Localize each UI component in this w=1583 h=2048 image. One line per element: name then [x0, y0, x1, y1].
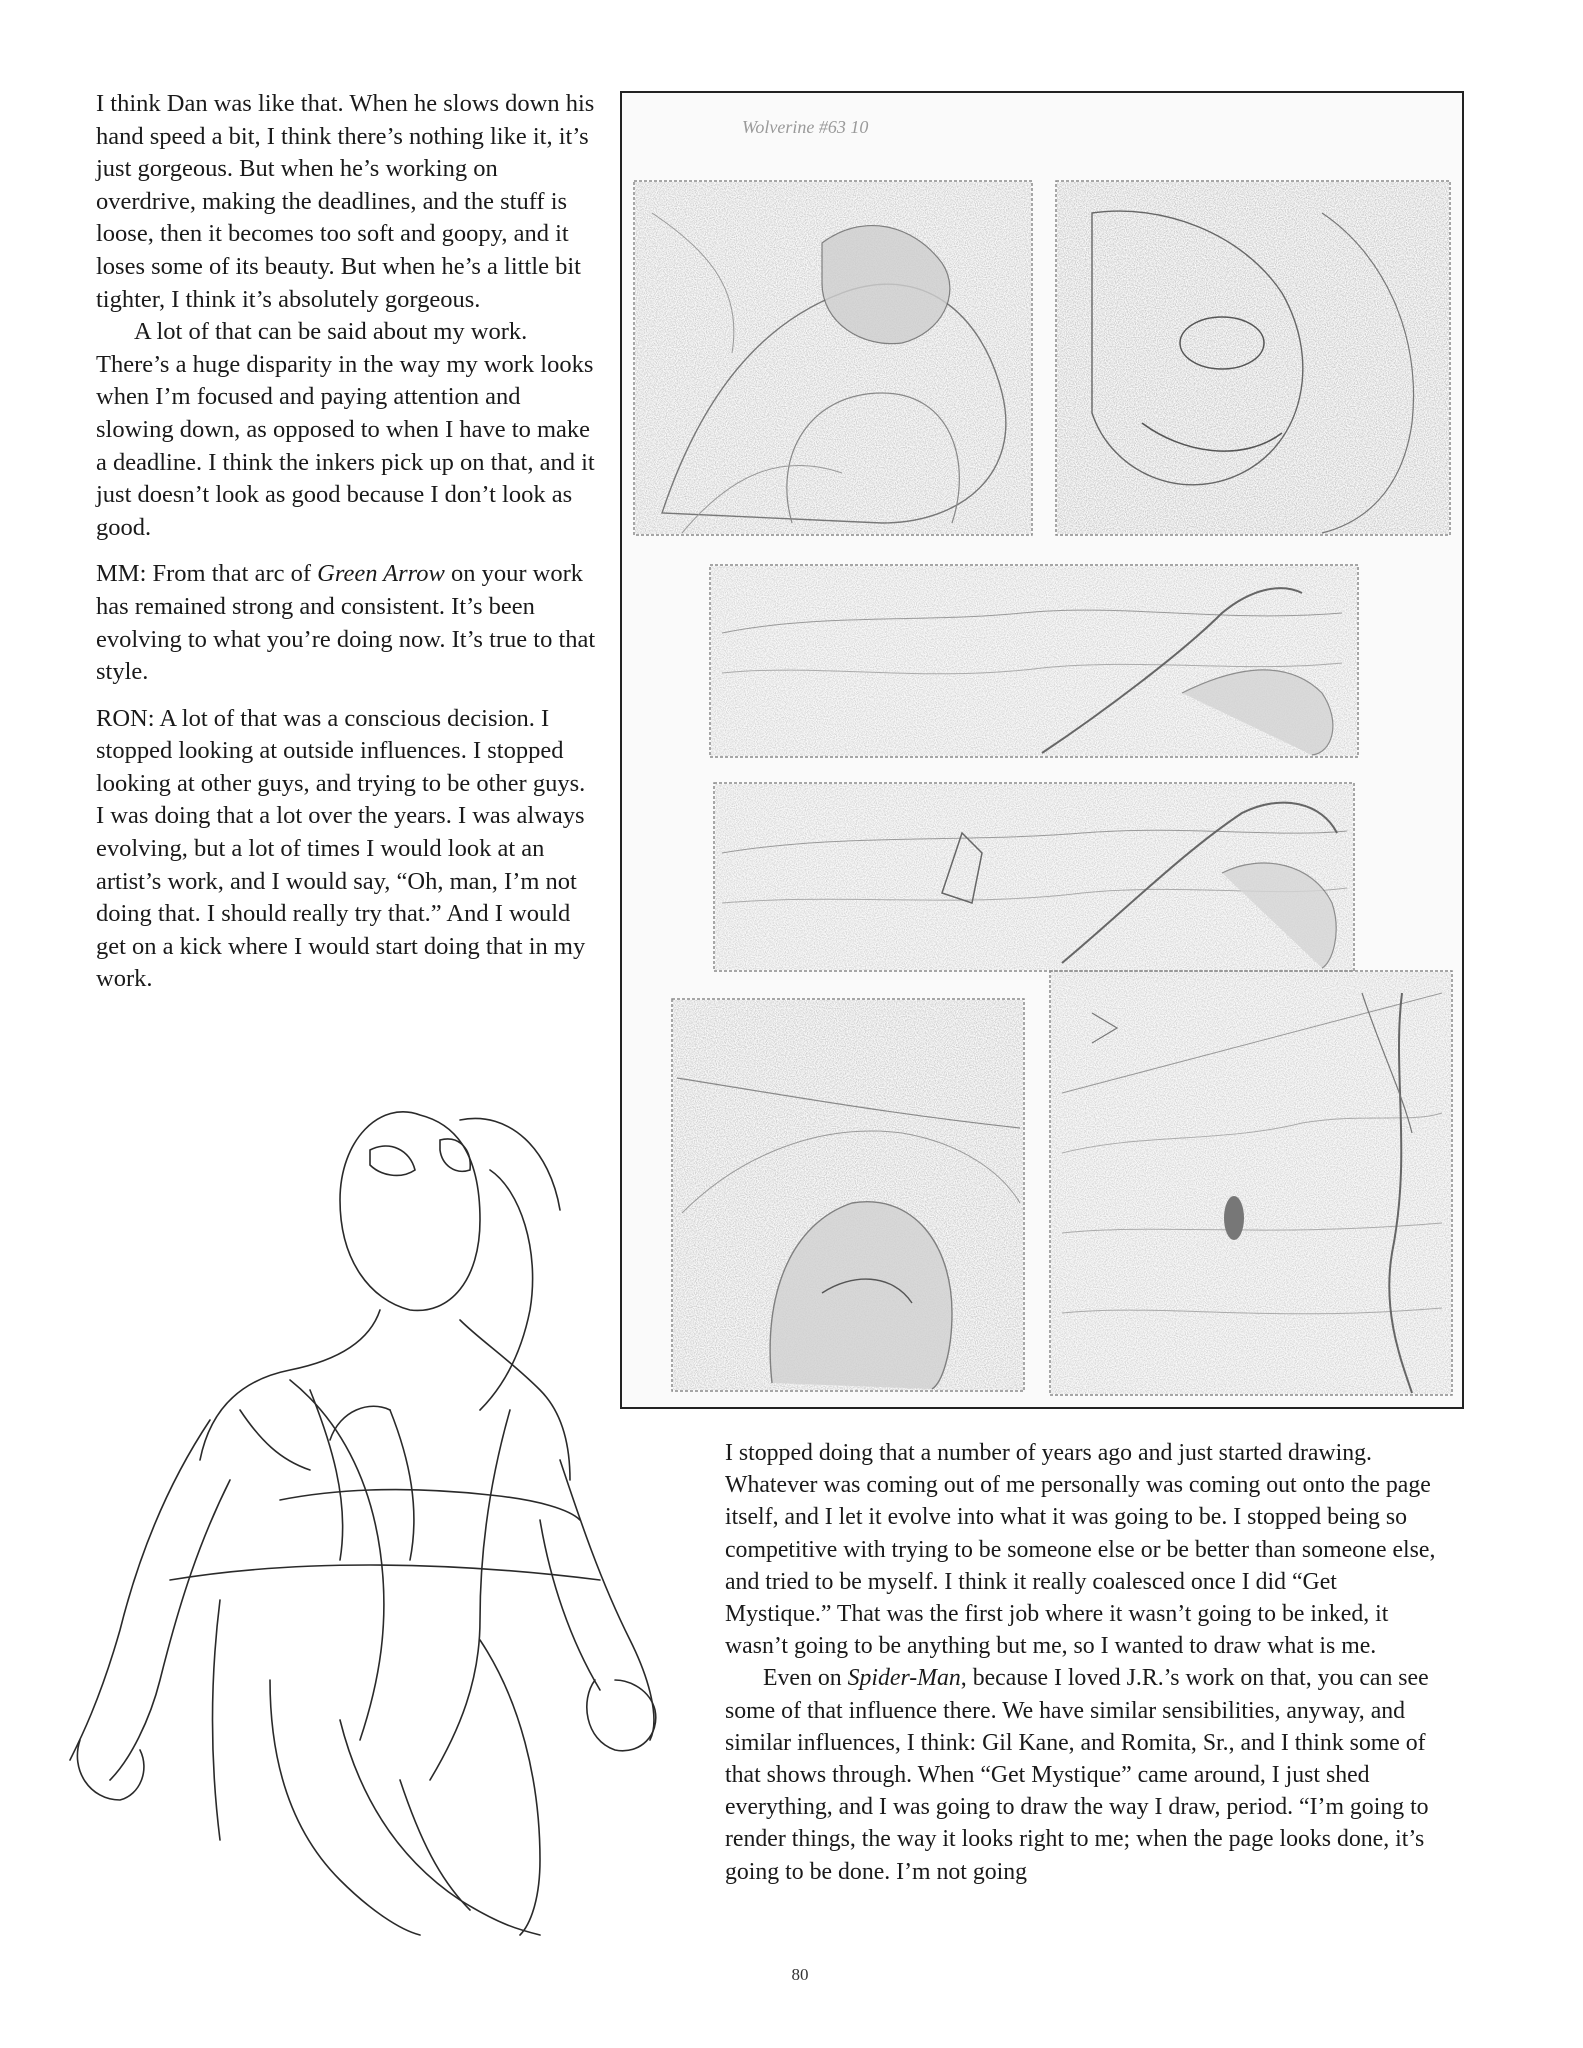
right-paragraph-1: I stopped doing that a number of years ago and just started drawing. Whatever was coming out of me personally was coming out onto the page itself, and I let it evolve into what it was going to be. I stopped being so competitive with trying to be someone else or be better than someone else, and tried to be myself. I think it really coalesced once I did “Get Mystique.” That was the first job where it wasn’t going to be inked, it wasn’t going to be anything but me, so I wanted to draw what is me. — [725, 1440, 1436, 1660]
speaker-label-mm: MM: — [96, 560, 147, 588]
paragraph-3-text-a: From that arc of — [146, 560, 318, 588]
left-text-column — [96, 88, 596, 996]
panel-1 — [634, 181, 1032, 535]
comic-pencil-artwork — [620, 91, 1464, 1409]
title-spider-man: Spider-Man — [847, 1665, 961, 1692]
right-paragraph-2 — [725, 1662, 1445, 1887]
speaker-label-ron: RON: — [96, 704, 155, 732]
left-paragraph-3 — [96, 558, 596, 688]
paragraph-3-text-b: on your work has remained strong and consistent. It’s been evolving to what you’re doing now. It’s true to that style. — [96, 560, 596, 686]
panel-2 — [1056, 181, 1450, 535]
panel-4 — [714, 783, 1354, 971]
panel-5 — [672, 999, 1024, 1391]
panel-3 — [710, 565, 1358, 757]
paragraph-right-2-text-a: Even on — [763, 1665, 848, 1692]
panel-6 — [1050, 971, 1452, 1395]
title-green-arrow: Green Arrow — [317, 560, 445, 588]
paragraph-4-text: A lot of that was a conscious decision. I stopped looking at outside influences. I stopped looking at other guys, and trying to be other guys. I was doing that a lot over the years. I was always evolving, but a lot of times I would look at an artist’s work, and I would say, “Oh, man, I’m not doing that. I should really try that.” And I would get on a kick where I would start doing that in my work. — [96, 704, 586, 993]
left-paragraph-4 — [96, 703, 596, 996]
left-paragraph-2: A lot of that can be said about my work. There’s a huge disparity in the way my work looks when I’m focused and paying attention and slowing down, as opposed to when I have to make a deadline. I think the inkers pick up on that, and it just doesn’t look as good because I don’t look as good. — [96, 318, 595, 541]
paragraph-right-2-text-b: , because I loved J.R.’s work on that, you can see some of that influence there. We have similar sensibilities, anyway, and similar influences, I think: Gil Kane, and Romita, Sr., and I think some of that shows through. When “Get Mystique” came around, I just shed everything, and I was going to draw the way I draw, period. “I’m going to render things, the way it looks right to me; when the page looks done, it’s going to be done. I’m not going — [725, 1665, 1429, 1885]
figure-sketch-lines — [70, 1112, 656, 1935]
header-scribble: Wolverine #63 10 — [742, 117, 869, 137]
page-number: 80 — [791, 1965, 809, 1984]
comic-page-sketch — [622, 93, 1462, 1407]
figure-pencil-sketch — [40, 1080, 680, 1940]
left-paragraph-1: I think Dan was like that. When he slows down his hand speed a bit, I think there’s nothing like it, it’s just gorgeous. But when he’s working on overdrive, making the deadlines, and the stuff is loose, then it becomes too soft and goopy, and it loses some of its beauty. But when he’s a little bit tighter, I think it’s absolutely gorgeous. — [96, 90, 595, 313]
right-text-column — [725, 1437, 1445, 1888]
